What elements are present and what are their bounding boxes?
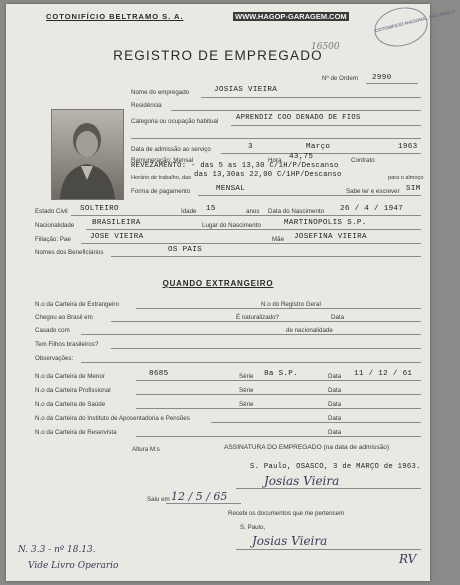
website-watermark: WWW.HAGOP-GARAGEM.COM	[235, 12, 347, 21]
reservista-data-label: Data	[328, 429, 342, 436]
nome-value: JOSIAS VIEIRA	[214, 86, 278, 94]
civil-value: SOLTEIRO	[80, 205, 119, 213]
pagamento-value: MENSAL	[216, 185, 246, 193]
order-label: Nº de Ordem	[322, 75, 358, 82]
nascimento-value: 26 / 4 / 1947	[340, 205, 404, 213]
observacoes-label: Observações:	[35, 355, 74, 362]
hora-label: Hora	[268, 157, 282, 164]
horario-suffix: para o almoço	[388, 175, 424, 181]
company-stamp: COTONIFICIO NACIONAL SÃO PAULO	[370, 2, 432, 52]
beneficiarios-value: OS PAIS	[168, 246, 202, 254]
menor-serie-label: Série	[239, 373, 254, 380]
receipt-signature: Josias Vieira	[252, 534, 328, 548]
saude-data-label: Data	[328, 401, 342, 408]
pagamento-label: Forma de pagamento	[131, 188, 191, 195]
menor-data-label: Data	[328, 373, 342, 380]
menor-serie-value: 8a S.P.	[264, 370, 298, 378]
registro-card	[6, 4, 456, 581]
instituto-data-label: Data	[328, 415, 342, 422]
saiu-value: 12 / 5 / 65	[171, 490, 228, 503]
residencia-label: Residência	[131, 102, 162, 109]
civil-label: Estado Civil	[35, 208, 68, 215]
mae-value: JOSEFINA VIEIRA	[294, 233, 367, 241]
idade-value: 15	[206, 205, 216, 213]
page-title: REGISTRO DE EMPREGADO	[113, 48, 323, 63]
pae-value: JOSE VIEIRA	[90, 233, 144, 241]
revezamento-value: REVEZAMENTO: - das 5 as 13,30 C/1H/P/Descanso	[131, 162, 339, 170]
profissional-label: N.o da Carteira Profissional	[35, 387, 111, 394]
anos-label: anos	[246, 208, 260, 215]
handwritten-number: 16500	[311, 42, 340, 52]
menor-label: N.o da Carteira de Menor	[35, 373, 105, 380]
beneficiarios-label: Nomes dos Beneficiários	[35, 249, 104, 256]
menor-value: 8685	[149, 370, 169, 378]
reservista-label: N.o da Carteira de Reservista	[35, 429, 117, 436]
chegou-label: Chegou ao Brasil em	[35, 314, 93, 321]
lugar-value: MARTINOPOLIS S.P.	[284, 219, 367, 227]
saude-label: N.o da Carteira de Saúde	[35, 401, 106, 408]
horario-label: Horário de trabalho, das	[131, 175, 192, 181]
admissao-month: Março	[306, 143, 331, 151]
altura-label: Altura M:s	[132, 446, 160, 453]
nascimento-label: Data do Nascimento	[268, 208, 325, 215]
saude-serie-label: Série	[239, 401, 254, 408]
menor-data-value: 11 / 12 / 61	[354, 370, 413, 378]
instituto-label: N.o da Carteira do Instituto de Aposentadoria e Pensões	[35, 415, 190, 422]
sabe-value: SIM	[406, 185, 421, 193]
recebi-label: Recebi os documentos que me pertencem	[228, 510, 345, 517]
initials-mark: RV	[399, 552, 417, 566]
saiu-label: Saiu em	[147, 496, 170, 503]
contrato-label: Contrato	[351, 157, 375, 164]
categoria-label: Categoria ou ocupação habitual	[131, 118, 219, 125]
nome-label: Nome do empregado	[131, 89, 190, 96]
section-estrangeiro-title: QUANDO EXTRANGEIRO	[162, 279, 274, 288]
admissao-label: Data de admissão ao serviço	[131, 146, 211, 153]
filhos-label: Tem Filhos brasileiros?	[35, 341, 99, 348]
handwritten-note-2: Vide Livro Operario	[28, 561, 119, 571]
handwritten-note-1: N. 3.3 - nº 18.13.	[18, 545, 96, 555]
hora-value: 43,75	[289, 153, 314, 161]
company-name: COTONIFÍCIO BELTRAMO S. A.	[46, 12, 184, 21]
mae-label: Mãe	[272, 236, 285, 243]
estrangeiro-data-label: Data	[331, 314, 345, 321]
categoria-value: APRENDIZ COO DENADO DE FIOS	[236, 114, 361, 122]
carteira-estrangeiro-label: N.o da Carteira de Extrangeiro	[35, 301, 119, 308]
casado-nacionalidade-label: de nacionalidade	[286, 327, 333, 334]
nacionalidade-value: BRASILEIRA	[92, 219, 141, 227]
filiacao-label: Filiação: Pae	[35, 236, 71, 243]
employee-photo	[51, 109, 124, 200]
horario-value: das 13,30as 22,00 C/1HP/Descanso	[194, 171, 342, 179]
casado-label: Casado com	[35, 327, 70, 334]
admissao-day: 3	[248, 143, 253, 151]
employee-signature: Josias Vieira	[264, 474, 340, 488]
sp-label: S. Paulo,	[240, 524, 266, 531]
naturalizado-label: É naturalizado?	[236, 314, 279, 321]
idade-label: Idade	[181, 208, 197, 215]
nacionalidade-label: Nacionalidade	[35, 222, 75, 229]
registro-geral-label: N.o do Registro Geral	[261, 301, 321, 308]
order-number: 2990	[372, 74, 392, 82]
profissional-data-label: Data	[328, 387, 342, 394]
sabe-label: Sabe ler e escrever	[346, 188, 400, 195]
lugar-label: Lugar do Nascimento	[202, 222, 261, 229]
local-date: S. Paulo, OSASCO, 3 de MARÇO de 1963.	[250, 463, 421, 471]
profissional-serie-label: Série	[239, 387, 254, 394]
admissao-year: 1963	[398, 143, 418, 151]
assinatura-label: ASSINATURA DO EMPREGADO (na data de admissão)	[224, 444, 390, 451]
remuneracao-label: Remuneração: Mensal	[131, 157, 194, 164]
